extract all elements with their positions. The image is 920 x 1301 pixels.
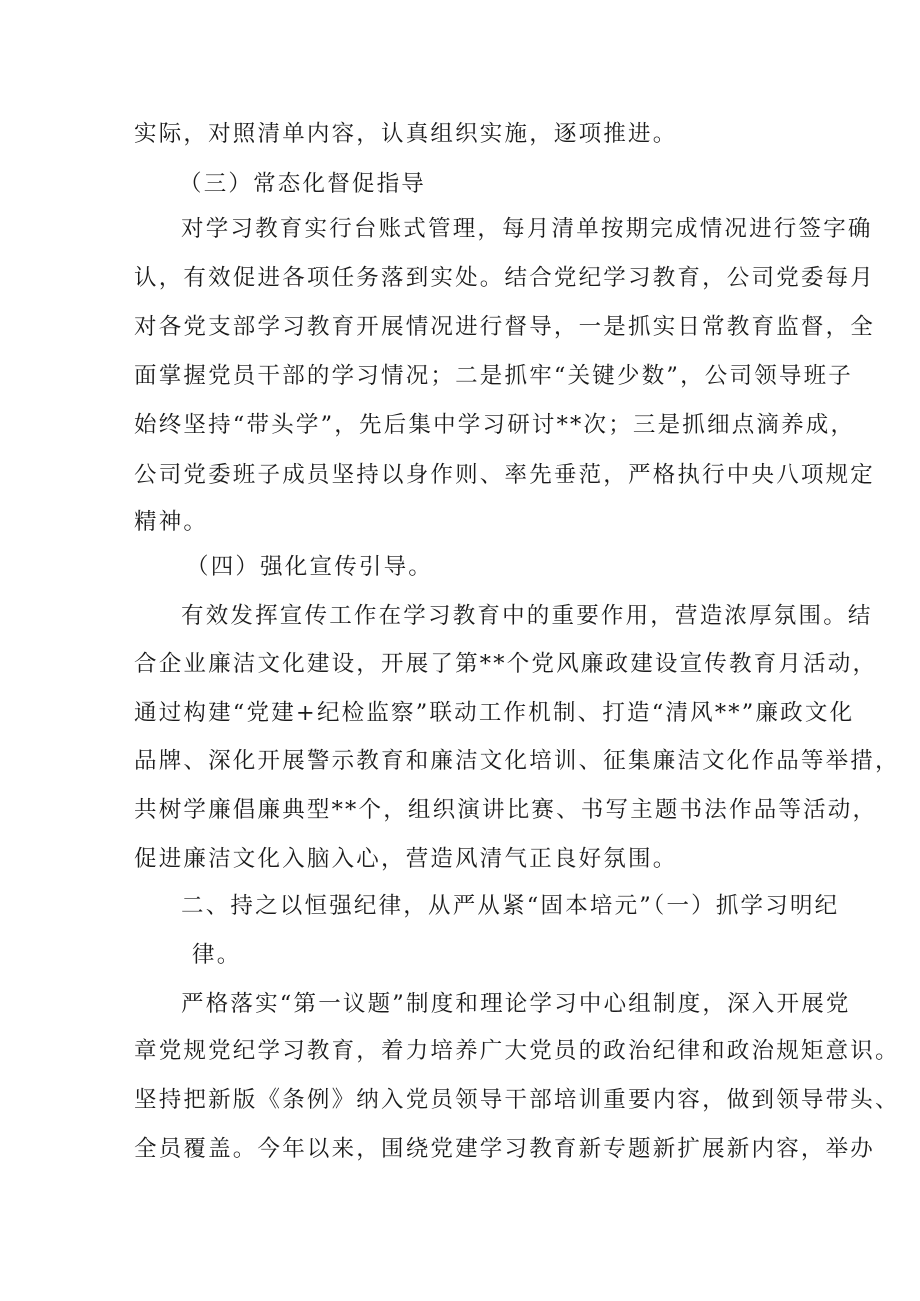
paragraph-first-line: 严格落实“第一议题”制度和理论学习中心组制度，深入开展党 — [181, 991, 851, 1017]
text-line: 促进廉洁文化入脑入心，营造风清气正良好氛围。 — [134, 846, 678, 872]
text-line: 对各党支部学习教育开展情况进行督导，一是抓实日常教育监督，全 — [134, 314, 876, 340]
paragraph-first-line: 对学习教育实行台账式管理，每月清单按期完成情况进行签字确 — [181, 216, 873, 242]
paragraph-first-line: 有效发挥宣传工作在学习教育中的重要作用，营造浓厚氛围。结 — [181, 603, 873, 629]
text-line: 始终坚持“带头学”，先后集中学习研讨**次；三是抓细点滴养成， — [134, 412, 856, 438]
text-line: 共树学廉倡廉典型**个，组织演讲比赛、书写主题书法作品等活动， — [134, 797, 878, 823]
text-line: 认，有效促进各项任务落到实处。结合党纪学习教育，公司党委每月 — [134, 265, 876, 291]
text-line: 坚持把新版《条例》纳入党员领导干部培训重要内容，做到领导带头、 — [134, 1087, 900, 1113]
text-line: 实际，对照清单内容，认真组织实施，逐项推进。 — [134, 121, 678, 147]
text-line: 品牌、深化开展警示教育和廉洁文化培训、征集廉洁文化作品等举措， — [134, 748, 900, 774]
section-heading: （四）强化宣传引导。 — [186, 554, 434, 580]
text-line: 精神。 — [134, 509, 209, 535]
section-heading: 二、持之以恒强纪律，从严从紧“固本培元”（一）抓学习明纪 — [181, 893, 840, 919]
section-heading-continuation: 律。 — [192, 942, 242, 968]
text-line: 面掌握党员干部的学习情况；二是抓牢“关键少数”，公司领导班子 — [134, 363, 854, 389]
text-line: 章党规党纪学习教育，着力培养广大党员的政治纪律和政治规矩意识。 — [134, 1038, 900, 1064]
text-line: 公司党委班子成员坚持以身作则、率先垂范，严格执行中央八项规定 — [134, 462, 876, 488]
section-heading: （三）常态化督促指导 — [179, 171, 427, 197]
text-line: 合企业廉洁文化建设，开展了第**个党风廉政建设宣传教育月活动， — [134, 651, 878, 677]
text-line: 通过构建“党建+纪检监察”联动工作机制、打造“清风**”廉政文化 — [134, 700, 855, 726]
text-line: 全员覆盖。今年以来，围绕党建学习教育新专题新扩展新内容，举办 — [134, 1136, 876, 1162]
